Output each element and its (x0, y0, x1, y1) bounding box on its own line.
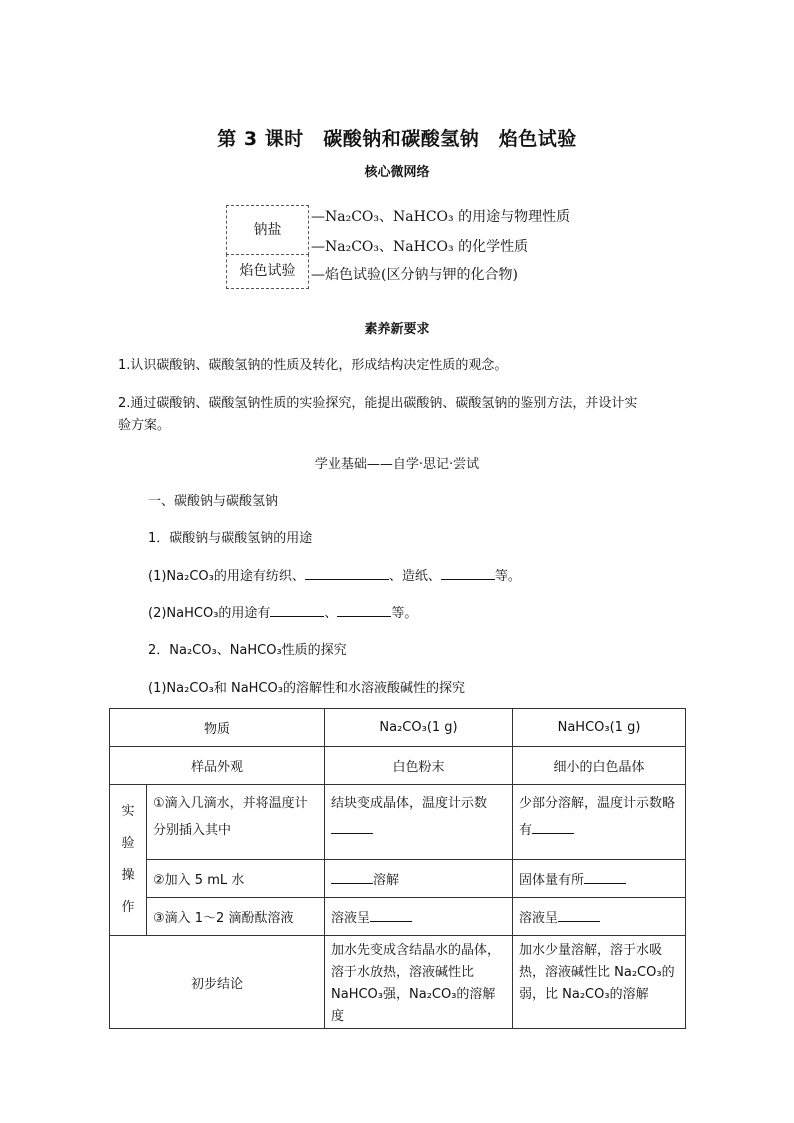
page-title: 第 3 课时 碳酸钠和碳酸氢钠 焰色试验 (217, 128, 577, 150)
conclusion-label: 初步结论 (110, 936, 325, 1029)
side-char-2: 验 (121, 836, 135, 851)
conclusion-nahco3: 加水少量溶解，溶于水吸热，溶液碱性比 Na₂CO₃的弱，比 Na₂CO₃的溶解 (513, 936, 686, 1029)
operation-2: ②加入 5 mL 水 (147, 860, 325, 898)
op3-na2co3-blank[interactable] (370, 909, 412, 922)
op2-na2co3-text: 溶解 (373, 873, 400, 888)
operation-1: ①滴入几滴水，并将温度计分别插入其中 (147, 785, 325, 860)
header-substance: 物质 (110, 709, 325, 747)
header-na2co3: Na₂CO₃(1 g) (325, 709, 513, 747)
appearance-nahco3: 细小的白色晶体 (513, 747, 686, 785)
op2-na2co3 (325, 860, 513, 898)
q1-blank-1[interactable] (305, 567, 389, 580)
q1-text-c: 等。 (494, 569, 521, 584)
q2-text-c: 等。 (391, 606, 418, 621)
conclusion-na2co3: 加水先变成含结晶水的晶体，溶于水放热，溶液碱性比 NaHCO₃强，Na₂CO₃的溶解度 (325, 936, 513, 1029)
diagram-box-salt: 钠盐 (226, 205, 309, 255)
op1-na2co3 (325, 785, 513, 860)
operation-3: ③滴入 1～2 滴酚酞溶液 (147, 898, 325, 936)
requirements-heading: 素养新要求 (364, 322, 430, 337)
q1-text-a: (1)Na₂CO₃的用途有纺织、 (148, 569, 305, 584)
q2-text-a: (2)NaHCO₃的用途有 (148, 606, 271, 621)
network-label: 核心微网络 (364, 165, 430, 180)
q2-blank-1[interactable] (270, 604, 324, 617)
q2-blank-2[interactable] (337, 604, 391, 617)
question-2 (148, 602, 417, 621)
diagram-line-3: —焰色试验(区分钠与钾的化合物) (311, 267, 518, 283)
experiment-operation-label (110, 785, 147, 936)
side-char-4: 作 (121, 900, 135, 915)
op3-na2co3-text: 溶液呈 (331, 911, 371, 926)
op2-na2co3-blank[interactable] (331, 871, 373, 884)
q2-text-b: 、 (324, 606, 338, 621)
op3-nahco3-text: 溶液呈 (519, 911, 559, 926)
side-char-3: 操 (121, 868, 135, 883)
property-table (109, 708, 686, 1029)
row-appearance-label: 样品外观 (110, 747, 325, 785)
op3-nahco3 (513, 898, 686, 936)
op1-na2co3-text: 结块变成晶体，温度计示数 (331, 796, 488, 811)
op3-na2co3 (325, 898, 513, 936)
appearance-na2co3: 白色粉末 (325, 747, 513, 785)
subsection-2-1: (1)Na₂CO₃和 NaHCO₃的溶解性和水溶液酸碱性的探究 (148, 681, 465, 696)
subsection-1: 1．碳酸钠与碳酸氢钠的用途 (148, 531, 313, 546)
op2-nahco3 (513, 860, 686, 898)
requirement-2b: 验方案。 (118, 418, 171, 433)
op1-na2co3-blank[interactable] (331, 821, 373, 834)
q1-blank-2[interactable] (441, 567, 495, 580)
op1-nahco3 (513, 785, 686, 860)
side-char-1: 实 (121, 804, 135, 819)
op1-nahco3-text: 少部分溶解，温度计示数略有 (519, 796, 676, 838)
diagram-box-flame: 焰色试验 (226, 254, 309, 289)
subsection-2: 2．Na₂CO₃、NaHCO₃性质的探究 (148, 643, 347, 658)
op3-nahco3-blank[interactable] (558, 909, 600, 922)
diagram-line-2: —Na₂CO₃、NaHCO₃ 的化学性质 (311, 239, 529, 255)
op1-nahco3-blank[interactable] (532, 821, 574, 834)
op2-nahco3-blank[interactable] (584, 871, 626, 884)
diagram-line-1: —Na₂CO₃、NaHCO₃ 的用途与物理性质 (311, 209, 571, 225)
requirement-2a: 2.通过碳酸钠、碳酸氢钠性质的实验探究，能提出碳酸钠、碳酸氢钠的鉴别方法，并设计实 (118, 396, 638, 411)
section-1-heading: 一、碳酸钠与碳酸氢钠 (148, 494, 279, 509)
study-heading: 学业基础——自学·思记·尝试 (314, 457, 480, 472)
question-1 (148, 565, 521, 584)
requirement-1: 1.认识碳酸钠、碳酸氢钠的性质及转化，形成结构决定性质的观念。 (118, 358, 508, 373)
header-nahco3: NaHCO₃(1 g) (513, 709, 686, 747)
op2-nahco3-text: 固体量有所 (519, 873, 585, 888)
q1-text-b: 、造纸、 (388, 569, 441, 584)
